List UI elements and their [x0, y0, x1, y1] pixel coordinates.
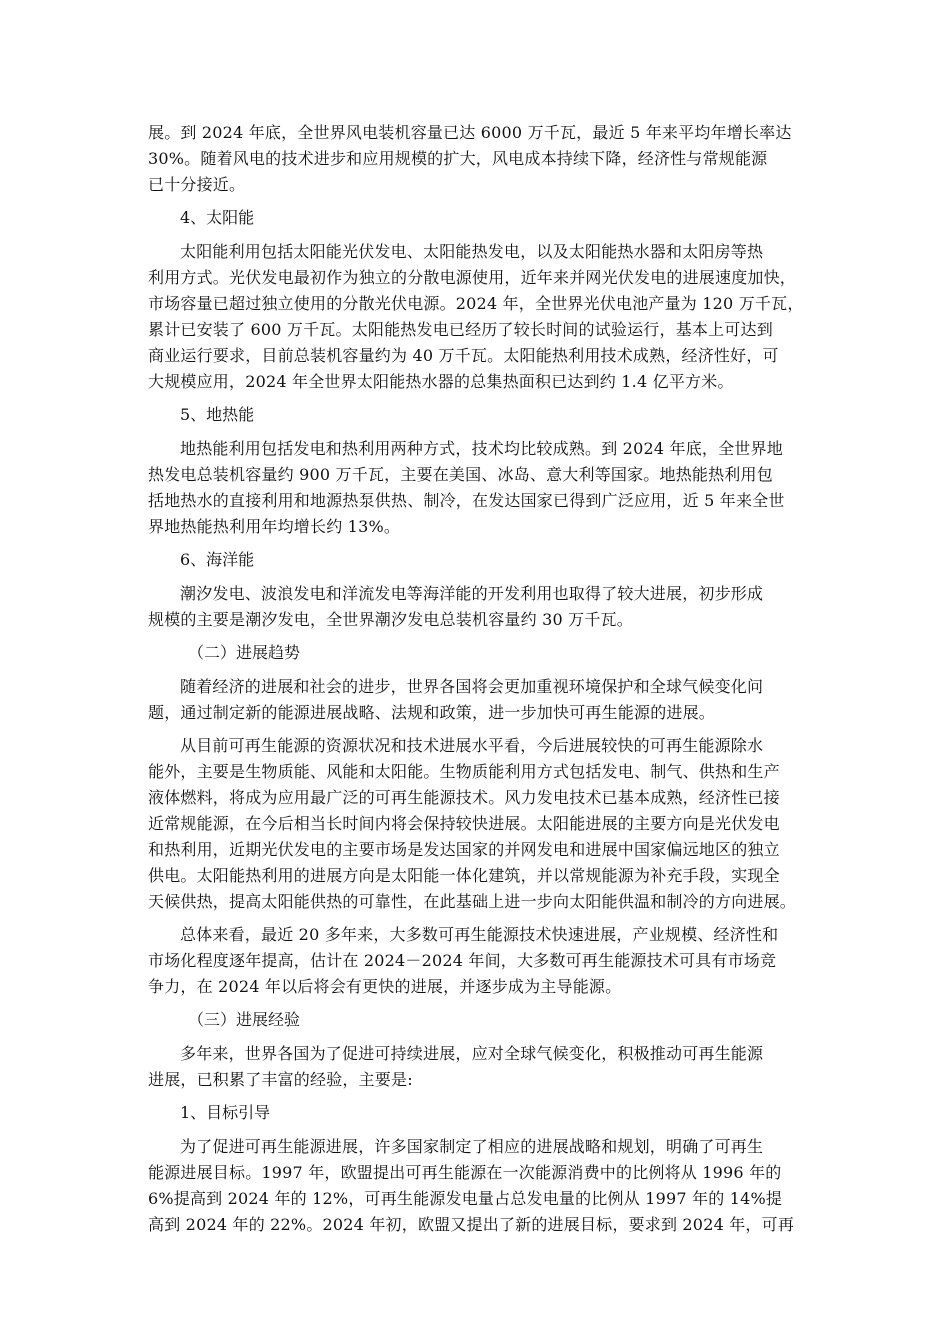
paragraph — [148, 733, 818, 915]
text-line: 括地热水的直接利用和地源热泵供热、制冷，在发达国家已得到广泛应用，近 5 年来全世 — [148, 491, 785, 510]
text-line: 进展，已积累了丰富的经验，主要是: — [148, 1070, 413, 1089]
text-line: 已十分接近。 — [148, 175, 246, 194]
text-line: 多年来，世界各国为了促进可持续进展，应对全球气候变化，积极推动可再生能源 — [180, 1044, 764, 1063]
text-line: 6%提高到 2024 年的 12%，可再生能源发电量占总发电量的比例从 1997 年的 14%提 — [148, 1189, 783, 1208]
text-line: 太阳能利用包括太阳能光伏发电、太阳能热发电，以及太阳能热水器和太阳房等热 — [180, 242, 764, 261]
section-heading: 6、海洋能 — [180, 550, 255, 569]
paragraph — [148, 120, 818, 198]
text-line: 液体燃料，将成为应用最广泛的可再生能源技术。风力发电技术已基本成熟，经济性已接 — [148, 788, 780, 807]
section-heading: 5、地热能 — [180, 405, 255, 424]
text-line: 能外，主要是生物质能、风能和太阳能。生物质能利用方式包括发电、制气、供热和生产 — [148, 762, 780, 781]
text-line: 供电。太阳能热利用的进展方向是太阳能一体化建筑，并以常规能源为补充手段，实现全 — [148, 866, 780, 885]
text-line: 从目前可再生能源的资源状况和技术进展水平看，今后进展较快的可再生能源除水 — [180, 736, 764, 755]
text-line: 市场容量已超过独立使用的分散光伏电源。2024 年，全世界光伏电池产量为 120 万千瓦， — [148, 294, 804, 313]
paragraph — [148, 1041, 818, 1093]
text-line: 规模的主要是潮汐发电，全世界潮汐发电总装机容量约 30 万千瓦。 — [148, 610, 633, 629]
text-line: 能源进展目标。1997 年，欧盟提出可再生能源在一次能源消费中的比例将从 1996 年的 — [148, 1163, 782, 1182]
text-line: 高到 2024 年的 22%。2024 年初，欧盟又提出了新的进展目标，要求到 2024 年，可再 — [148, 1215, 795, 1234]
text-line: 累计已安装了 600 万千瓦。太阳能热发电已经历了较长时间的试验运行，基本上可达到 — [148, 320, 773, 339]
text-line: 天候供热，提高太阳能供热的可靠性，在此基础上进一步向太阳能供温和制冷的方向进展。 — [148, 892, 797, 911]
section-heading: 1、目标引导 — [180, 1103, 271, 1122]
text-line: 30%。随着风电的技术进步和应用规模的扩大，风电成本持续下降，经济性与常规能源 — [148, 149, 768, 168]
text-line: 商业运行要求，目前总装机容量约为 40 万千瓦。太阳能热利用技术成熟，经济性好，可 — [148, 346, 779, 365]
paragraph — [148, 1134, 818, 1238]
text-line: 地热能利用包括发电和热利用两种方式，技术均比较成熟。到 2024 年底，全世界地 — [180, 439, 783, 458]
text-line: 为了促进可再生能源进展，许多国家制定了相应的进展战略和规划，明确了可再生 — [180, 1137, 764, 1156]
text-line: 潮汐发电、波浪发电和洋流发电等海洋能的开发利用也取得了较大进展，初步形成 — [180, 584, 764, 603]
text-line: 题，通过制定新的能源进展战略、法规和政策，进一步加快可再生能源的进展。 — [148, 703, 716, 722]
text-line: 展。到 2024 年底，全世界风电装机容量已达 6000 万千瓦，最近 5 年来平均年增长率达 — [148, 123, 792, 142]
section-subheading: （三）进展经验 — [188, 1010, 301, 1029]
text-line: 界地热能热利用年均增长约 13%。 — [148, 517, 401, 536]
section-subheading: （二）进展趋势 — [188, 643, 301, 662]
paragraph — [148, 922, 818, 1000]
paragraph — [148, 674, 818, 726]
text-line: 热发电总装机容量约 900 万千瓦，主要在美国、冰岛、意大利等国家。地热能热利用包 — [148, 465, 773, 484]
text-line: 和热利用，近期光伏发电的主要市场是发达国家的并网发电和进展中国家偏远地区的独立 — [148, 840, 780, 859]
text-line: 市场化程度逐年提高，估计在 2024－2024 年间，大多数可再生能源技术可具有市场竞 — [148, 951, 777, 970]
text-line: 随着经济的进展和社会的进步，世界各国将会更加重视环境保护和全球气候变化问 — [180, 677, 764, 696]
text-line: 利用方式。光伏发电最初作为独立的分散电源使用，近年来并网光伏发电的进展速度加快， — [148, 268, 797, 287]
text-line: 争力，在 2024 年以后将会有更快的进展，并逐步成为主导能源。 — [148, 977, 622, 996]
section-heading: 4、太阳能 — [180, 208, 255, 227]
text-line: 总体来看，最近 20 多年来，大多数可再生能源技术快速进展，产业规模、经济性和 — [180, 925, 779, 944]
document-page — [148, 120, 818, 1245]
text-line: 大规模应用，2024 年全世界太阳能热水器的总集热面积已达到约 1.4 亿平方米。 — [148, 372, 734, 391]
text-line: 近常规能源，在今后相当长时间内将会保持较快进展。太阳能进展的主要方向是光伏发电 — [148, 814, 780, 833]
paragraph — [148, 581, 818, 633]
paragraph — [148, 436, 818, 540]
paragraph — [148, 239, 818, 395]
